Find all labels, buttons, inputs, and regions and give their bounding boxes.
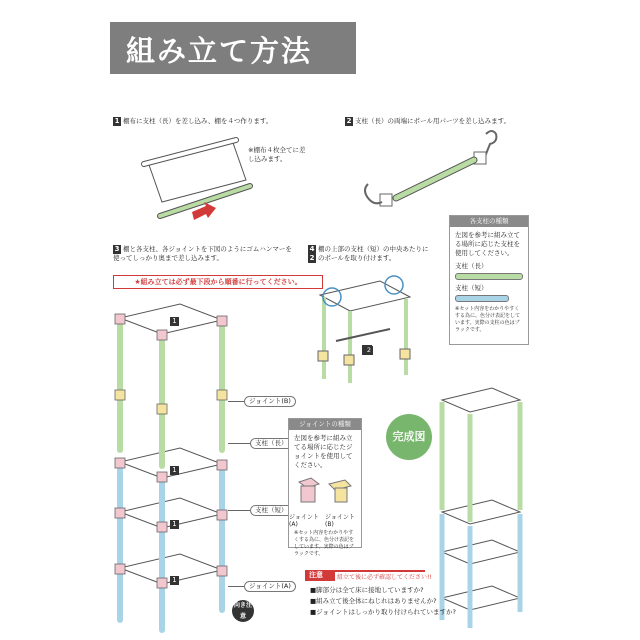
direction-note-badge: 向き注意 (233, 602, 252, 620)
shelf-marker-3: 1 (170, 520, 179, 529)
pole-types-box (449, 215, 529, 345)
step-1: 1 棚布に支柱（長）を差し込み、棚を４つ作ります。 (114, 117, 273, 125)
pole-types-desc: 左図を参考に組み立てる場所に応じた支柱を使用してください。 (455, 231, 520, 257)
step-1-illustration (140, 136, 260, 226)
warning-banner: ★組み立ては必ず最下段から順番に行ってください。 (113, 275, 323, 289)
tower-illustration (110, 290, 250, 635)
step-2-illustration (356, 124, 506, 220)
pole-long-label: 支柱（長） (455, 262, 488, 270)
caution-list (310, 585, 456, 618)
joint-types-box (288, 418, 362, 557)
joint-a-label: ジョイント(A) (289, 514, 319, 528)
joint-illustration (289, 474, 359, 508)
step-1-note: ※棚布４枚全てに差し込みます。 (248, 146, 306, 163)
label-joint-a: ジョイント(A) (244, 581, 296, 592)
pole-types-note: ※セット内容をわかりやすくする為に、色分け表記をしています。実際の支柱の色はブラックです。 (455, 306, 521, 333)
caution-sub: 組立て後に必ず確認してください!! (337, 574, 432, 581)
step-4-illustration (310, 275, 420, 385)
step-4: 4 棚の上部の支柱（短）の中央あたりに 2 のポールを取り付けます。 (309, 245, 429, 262)
label-pole-long: 支柱（長） (250, 438, 293, 449)
label-joint-b: ジョイント(B) (244, 396, 296, 407)
step-2: 2 支柱（長）の両端にポール用パーツを差し込みます。 (346, 117, 511, 125)
page-title: 組み立て方法 (126, 34, 313, 68)
shelf-marker-1: 1 (170, 317, 179, 326)
joint-types-header: ジョイントの種類 (289, 419, 361, 430)
pole-short-label: 支柱（短） (455, 284, 488, 292)
shelf-marker-2: 1 (170, 466, 179, 475)
pole-types-header: 各支柱の種類 (450, 216, 528, 227)
pole-long-swatch (455, 273, 523, 280)
joint-b-label: ジョイント(B) (325, 514, 355, 528)
label-pole-short: 支柱（短） (250, 505, 293, 516)
complete-badge: 完成図 (386, 414, 432, 460)
step-3: 3 棚と各支柱、各ジョイントを下図のようにゴムハンマーを使ってしっかり奥まで差し込みます。 (113, 245, 292, 262)
joint-types-desc: 左図を参考に組み立てる場所に応じたジョイントを使用してください。 (294, 434, 353, 469)
pole-short-swatch (455, 295, 509, 302)
shelf-marker-4: 1 (170, 576, 179, 585)
caution-item: ■組み立て後全体にねじれはありませんか? (310, 597, 437, 605)
step-4-ref: 2 (366, 346, 372, 354)
caution-item: ■脚部分は全て床に接地していますか? (310, 586, 424, 594)
caution-header: 注意 (305, 570, 425, 581)
caution-item: ■ジョイントはしっかり取り付けられていますか? (310, 608, 456, 616)
joint-types-note: ※セット内容をわかりやすくする為に、色分け表記をしています。実際の色はブラックです。 (294, 530, 355, 557)
